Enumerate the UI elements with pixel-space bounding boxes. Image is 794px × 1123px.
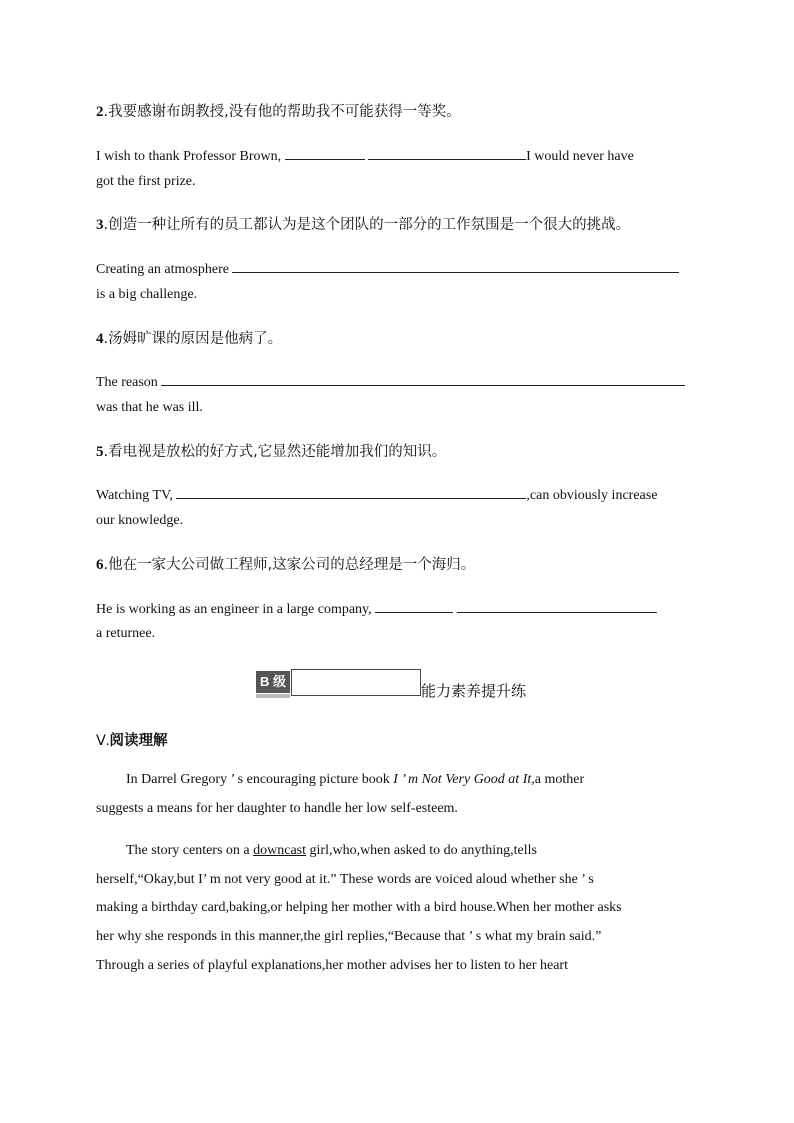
question-prompt-text: .汤姆旷课的原因是他病了。 (103, 331, 283, 347)
question-prompt-text: .他在一家大公司做工程师,这家公司的总经理是一个海归。 (103, 557, 476, 573)
sentence-start: I wish to thank Professor Brown, (96, 149, 282, 164)
passage-line (126, 843, 537, 859)
question-5-line-1 (96, 484, 657, 504)
question-4-prompt (96, 327, 282, 348)
question-3-prompt (96, 213, 630, 234)
passage-line: herself,“Okay,but I’ m not very good at it.” These words are voiced aloud whether she ’ s (96, 872, 594, 887)
level-tag-underline (256, 694, 290, 698)
section-number: Ⅴ. (96, 733, 110, 749)
sentence-start: He is working as an engineer in a large company, (96, 602, 372, 617)
passage-text: ,a mother (531, 772, 585, 787)
sentence-start: Creating an atmosphere (96, 262, 229, 277)
question-prompt-text: .我要感谢布朗教授,没有他的帮助我不可能获得一等奖。 (103, 104, 461, 120)
passage-line: making a birthday card,baking,or helping her mother with a bird house.When her mother asks (96, 900, 622, 915)
sentence-end: ,can obviously increase (526, 488, 658, 503)
question-3-line-1 (96, 258, 679, 278)
question-4-line-1 (96, 371, 685, 391)
level-tag: B 级 (256, 671, 290, 693)
underlined-word: downcast (253, 843, 307, 858)
answer-blank[interactable] (375, 598, 453, 613)
question-2-line-2: got the first prize. (96, 174, 196, 189)
question-6-line-2: a returnee. (96, 626, 156, 641)
level-box (291, 669, 421, 696)
question-6-line-1 (96, 598, 657, 618)
question-5-prompt (96, 440, 446, 461)
question-2-prompt (96, 100, 461, 121)
question-number: 6 (96, 557, 104, 573)
passage-line: her why she responds in this manner,the girl replies,“Because that ’ s what my brain said.” (96, 929, 602, 944)
answer-blank[interactable] (285, 145, 365, 160)
passage-line: Through a series of playful explanations,her mother advises her to listen to her heart (96, 958, 568, 973)
sentence-start: Watching TV, (96, 488, 173, 503)
answer-blank[interactable] (232, 258, 679, 273)
level-title: 能力素养提升练 (421, 682, 527, 700)
passage-line (126, 772, 584, 788)
sentence-end: I would never have (526, 149, 634, 164)
question-number: 3 (96, 217, 104, 233)
section-heading (96, 729, 168, 750)
answer-blank[interactable] (161, 371, 685, 386)
question-number: 5 (96, 444, 104, 460)
answer-blank[interactable] (457, 598, 657, 613)
question-prompt-text: .创造一种让所有的员工都认为是这个团队的一部分的工作氛围是一个很大的挑战。 (103, 217, 631, 233)
sentence-start: The reason (96, 375, 158, 390)
passage-line: suggests a means for her daughter to handle her low self-esteem. (96, 801, 458, 816)
question-6-prompt (96, 553, 475, 574)
question-number: 4 (96, 331, 104, 347)
question-prompt-text: .看电视是放松的好方式,它显然还能增加我们的知识。 (103, 444, 447, 460)
question-2-line-1 (96, 145, 634, 165)
answer-blank[interactable] (368, 145, 526, 160)
question-4-line-2: was that he was ill. (96, 400, 203, 415)
passage-text: The story centers on a (126, 843, 254, 858)
section-title: 阅读理解 (109, 733, 168, 749)
answer-blank[interactable] (176, 484, 526, 499)
question-number: 2 (96, 104, 104, 120)
passage-text: girl,who,when asked to do anything,tells (306, 843, 537, 858)
book-title: I ’ m Not Very Good at It (393, 772, 532, 787)
question-5-line-2: our knowledge. (96, 513, 184, 528)
question-3-line-2: is a big challenge. (96, 287, 198, 302)
passage-text: In Darrel Gregory ’ s encouraging picture book (126, 772, 394, 787)
